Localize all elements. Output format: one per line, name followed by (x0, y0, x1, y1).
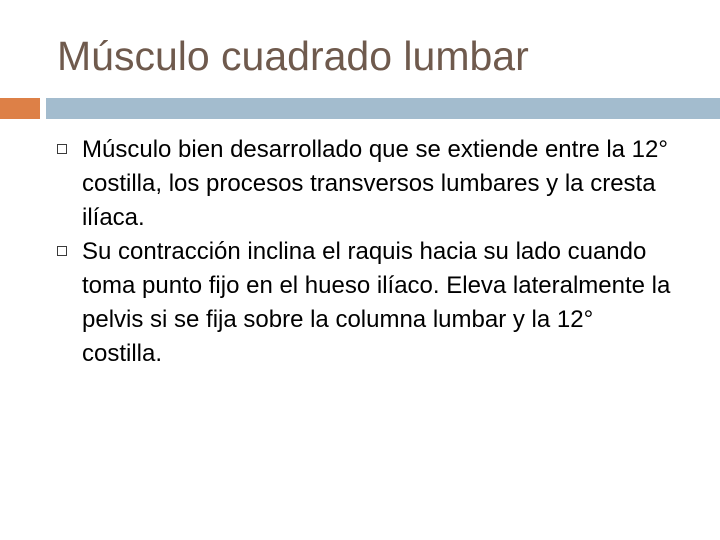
bullet-item (57, 133, 677, 235)
bullet-list (57, 133, 677, 371)
bullet-item (57, 235, 677, 371)
square-bullet-icon (57, 144, 67, 154)
bullet-text: Su contracción inclina el raquis hacia su lado cuando toma punto fijo en el hueso ilíaco. Eleva lateralmente la pelvis si se fija sobre la columna lumbar y la 12° costilla. (82, 238, 671, 367)
slide-title: Músculo cuadrado lumbar (57, 33, 529, 79)
accent-bar-right (46, 98, 720, 119)
accent-bar-left (0, 98, 40, 119)
square-bullet-icon (57, 246, 67, 256)
bullet-text: Músculo bien desarrollado que se extiende entre la 12° costilla, los procesos transversos lumbares y la cresta ilíaca. (82, 136, 668, 231)
